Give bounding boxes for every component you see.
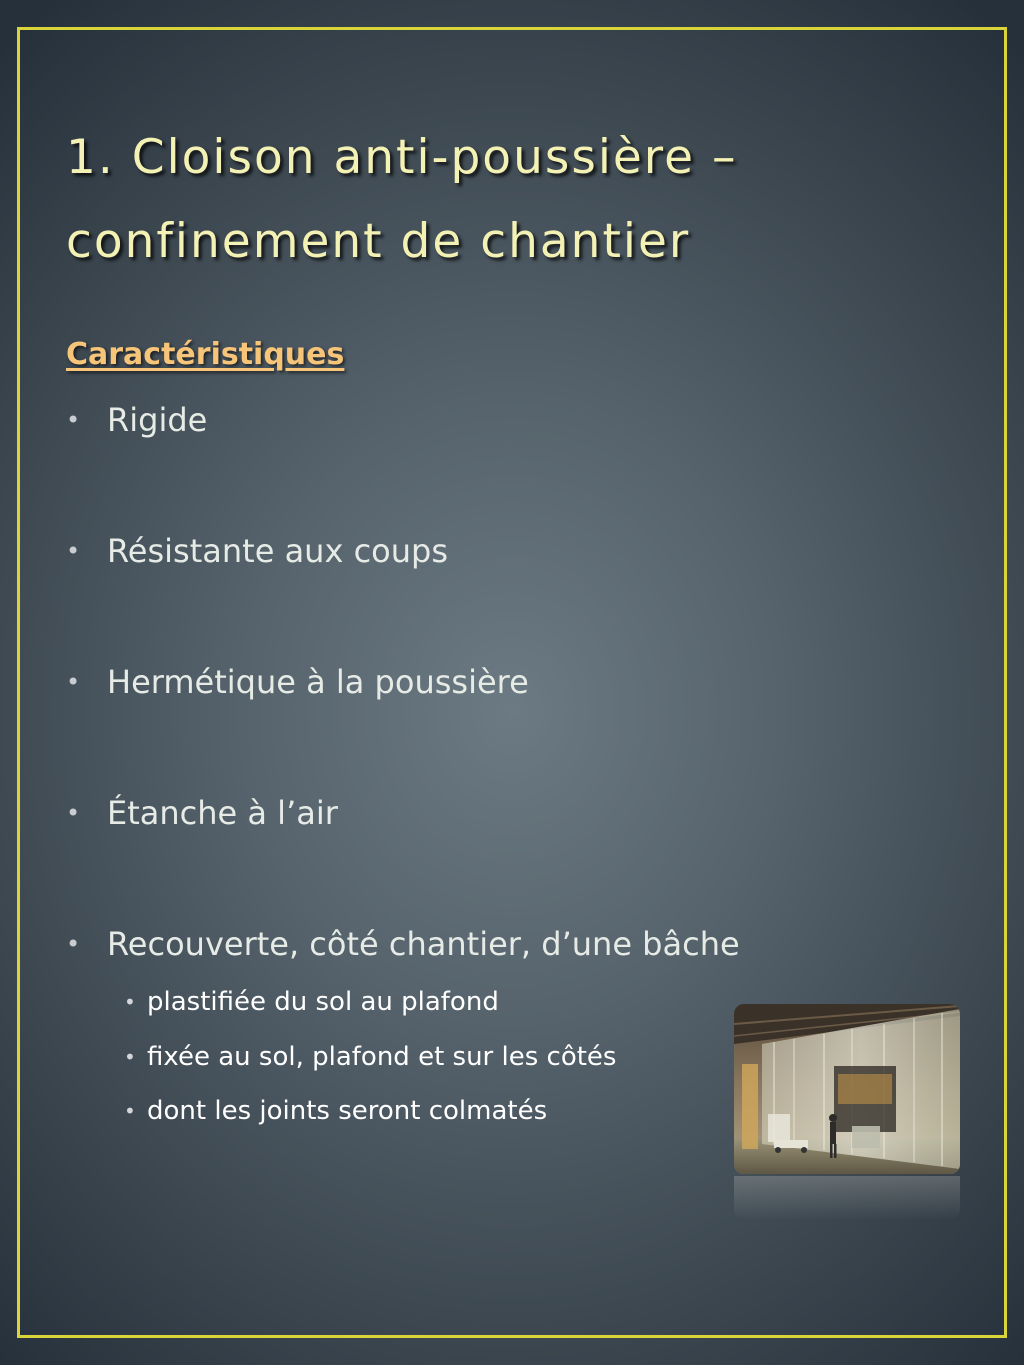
bullet-text: Hermétique à la poussière	[107, 663, 529, 701]
sub-bullet-icon: •	[124, 1099, 136, 1123]
bullet-text: Recouverte, côté chantier, d’une bâche	[107, 925, 740, 963]
bullet-icon: •	[66, 930, 81, 958]
bullet-icon: •	[66, 668, 81, 696]
bullet-icon: •	[66, 537, 81, 565]
sub-bullet-text: dont les joints seront colmatés	[147, 1096, 548, 1126]
bullet-text: Résistante aux coups	[107, 532, 448, 570]
plastic-curtain-partition-photo	[734, 1004, 960, 1174]
bullet-text: Rigide	[107, 401, 208, 439]
section-heading: Caractéristiques	[66, 337, 345, 372]
bullet-icon: •	[66, 406, 81, 434]
sub-bullet-text: fixée au sol, plafond et sur les côtés	[147, 1042, 617, 1072]
sub-bullet-icon: •	[124, 990, 136, 1014]
bullet-icon: •	[66, 799, 81, 827]
sub-bullet-text: plastifiée du sol au plafond	[147, 987, 499, 1017]
slide-title: 1. Cloison anti-poussière – confinement de chantier	[66, 130, 738, 269]
photo-reflection	[734, 1176, 960, 1220]
sub-bullet-icon: •	[124, 1045, 136, 1069]
bullet-text: Étanche à l’air	[107, 794, 338, 832]
